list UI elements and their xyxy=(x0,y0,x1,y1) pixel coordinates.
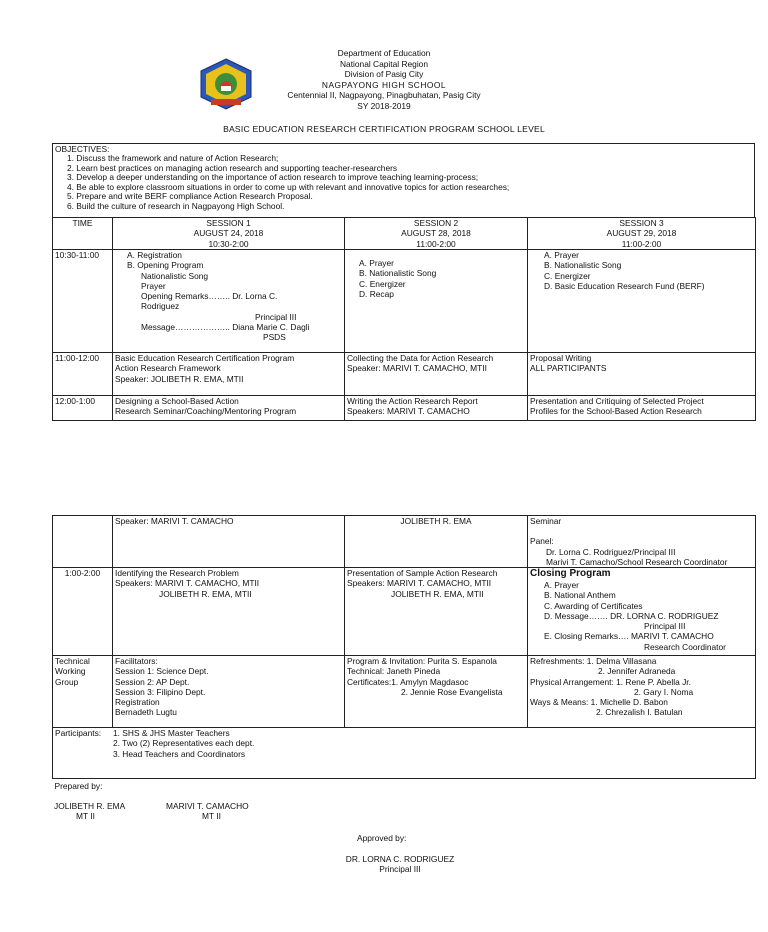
list-item: C. Energizer xyxy=(359,278,406,289)
list-item: 3. Develop a deeper understanding on the importance of action research to improve teaching learning-process; xyxy=(67,172,479,183)
session-name: SESSION 3 xyxy=(619,218,664,228)
table-row xyxy=(53,568,756,656)
schedule-table-1 xyxy=(52,217,756,421)
document-title: BASIC EDUCATION RESEARCH CERTIFICATION PROGRAM SCHOOL LEVEL xyxy=(223,124,545,134)
list-item: 1. SHS & JHS Master Teachers xyxy=(113,728,230,738)
header-line: National Capital Region xyxy=(340,58,428,69)
list-item: C. Awarding of Certificates xyxy=(544,600,643,611)
time-header: TIME xyxy=(53,218,113,250)
session-time: 11:00-2:00 xyxy=(621,238,662,249)
table-row xyxy=(53,728,756,779)
preparer-2 xyxy=(166,801,286,822)
cell-line: Speaker: JOLIBETH R. EMA, MTII xyxy=(115,373,244,384)
list-item: A. Registration xyxy=(127,250,182,260)
list-item: 2. Two (2) Representatives each dept. xyxy=(113,738,255,749)
session-cell xyxy=(345,656,528,728)
session-date: AUGUST 24, 2018 xyxy=(193,228,264,239)
list-item: B. Nationalistic Song xyxy=(544,260,622,271)
cell-line: JOLIBETH R. EMA, MTII xyxy=(391,588,484,599)
list-item: 6. Build the culture of research in Nagpayong High School. xyxy=(67,200,285,211)
list-item: 3. Head Teachers and Coordinators xyxy=(113,748,246,759)
session-cell xyxy=(113,396,345,421)
preparer-name: MARIVI T. CAMACHO xyxy=(166,801,249,811)
cell-line: Session 3: Filipino Dept. xyxy=(115,686,206,697)
list-item: D. Recap xyxy=(359,288,394,299)
header-line: Division of Pasig City xyxy=(344,69,424,79)
cell-line: Facilitators: xyxy=(115,656,158,666)
cell-line: 2. Gary I. Noma xyxy=(634,686,694,697)
cell-line: JOLIBETH R. EMA, MTII xyxy=(159,588,252,599)
cell-line: Session 1: Science Dept. xyxy=(115,666,209,677)
list-item: B. National Anthem xyxy=(544,590,616,601)
objectives-list xyxy=(53,154,754,211)
list-item: 5. Prepare and write BERF compliance Action Research Proposal. xyxy=(67,191,313,202)
cell-line: Technical xyxy=(55,656,90,666)
list-item: A. Prayer xyxy=(359,258,394,268)
cell-line: Speakers: MARIVI T. CAMACHO xyxy=(347,406,470,417)
cell-line: Registration xyxy=(115,697,160,707)
cell-line: 2. Chrezalish I. Batulan xyxy=(596,707,683,718)
cell-line: Seminar xyxy=(530,516,562,526)
cell-line: Ways & Means: 1. Michelle D. Babon xyxy=(530,697,668,707)
session-header xyxy=(113,218,345,250)
cell-line: Profiles for the School-Based Action Research xyxy=(530,406,702,417)
session-cell: JOLIBETH R. EMA xyxy=(345,516,528,568)
group-label-cell xyxy=(53,656,113,728)
preparer-title: MT II xyxy=(76,811,95,822)
list-item: PSDS xyxy=(263,332,286,342)
cell-line xyxy=(530,526,753,536)
preparer-title: MT II xyxy=(202,811,221,822)
cell-line: Marivi T. Camacho/School Research Coordinator xyxy=(546,556,728,567)
cell-line: 2. Jennifer Adraneda xyxy=(598,666,676,677)
list-item: D. Basic Education Research Fund (BERF) xyxy=(544,280,705,291)
table-row xyxy=(53,779,756,793)
participants-list xyxy=(113,728,254,759)
session-cell xyxy=(345,353,528,396)
cell-line: Presentation of Sample Action Research xyxy=(347,568,498,578)
table-row xyxy=(53,396,756,421)
list-item: 2. Learn best practices on managing action research and supporting teacher-researchers xyxy=(67,162,398,173)
list-item: Rodriguez xyxy=(141,301,180,312)
session-cell xyxy=(528,656,756,728)
cell-line: Certificates:1. Amylyn Magdasoc xyxy=(347,676,469,687)
session-cell xyxy=(345,396,528,421)
objectives-box xyxy=(52,143,755,218)
session-cell xyxy=(345,250,528,353)
list-item: 1. Discuss the framework and nature of Action Research; xyxy=(67,153,279,164)
time-cell xyxy=(53,516,113,568)
school-name: NAGPAYONG HIGH SCHOOL xyxy=(321,79,447,90)
prepared-by-cell: Prepared by: xyxy=(54,781,103,791)
document-header xyxy=(0,48,768,111)
cell-line: Action Research Framework xyxy=(115,363,221,374)
session-cell xyxy=(113,568,345,656)
cell-line: Collecting the Data for Action Research xyxy=(347,353,494,363)
closing-program-heading: Closing Program xyxy=(530,568,611,579)
cell-line: Research Seminar/Coaching/Mentoring Program xyxy=(115,406,297,417)
schedule-table-2 xyxy=(52,515,756,793)
list-item: Principal III xyxy=(644,621,686,632)
session-cell xyxy=(528,250,756,353)
cell-line: Writing the Action Research Report xyxy=(347,396,478,406)
session-cell xyxy=(113,656,345,728)
time-cell: 12:00-1:00 xyxy=(53,396,113,421)
school-year: SY 2018-2019 xyxy=(357,100,411,111)
approver-name: DR. LORNA C. RODRIGUEZ xyxy=(345,854,455,864)
session-name: SESSION 2 xyxy=(413,218,459,228)
cell-line: Panel: xyxy=(530,536,554,547)
cell-line: Speakers: MARIVI T. CAMACHO, MTII xyxy=(347,578,492,589)
time-cell: 11:00-12:00 xyxy=(53,353,113,396)
session-cell xyxy=(345,568,528,656)
cell-line: Designing a School-Based Action xyxy=(115,396,239,406)
cell-line: Speakers: MARIVI T. CAMACHO, MTII xyxy=(115,578,260,589)
participants-cell xyxy=(53,728,756,779)
session-name: SESSION 1 xyxy=(206,218,251,228)
header-line: Centennial II, Nagpayong, Pinagbuhatan, Pasig City xyxy=(287,90,481,100)
list-item: Opening Remarks…….. Dr. Lorna C. xyxy=(141,291,278,301)
cell-line: Group xyxy=(55,676,79,687)
session-date: AUGUST 29, 2018 xyxy=(606,228,677,239)
table-row xyxy=(53,353,756,396)
approver-title: Principal III xyxy=(379,864,421,875)
cell-line: Proposal Writing xyxy=(530,353,592,363)
cell-line: 2. Jennie Rose Evangelista xyxy=(401,686,503,697)
cell-line: Speaker: MARIVI T. CAMACHO, MTII xyxy=(347,363,487,374)
time-cell: 10:30-11:00 xyxy=(53,250,113,353)
list-item: Prayer xyxy=(141,280,166,291)
cell-line: Program & Invitation: Purita S. Espanola xyxy=(347,656,497,666)
session-cell xyxy=(528,353,756,396)
cell-line: ALL PARTICIPANTS xyxy=(530,363,607,374)
cell-line: Technical: Janeth Pineda xyxy=(347,666,441,677)
list-item: A. Prayer xyxy=(544,250,579,260)
list-item: C. Energizer xyxy=(544,270,591,281)
objectives-heading: OBJECTIVES: xyxy=(55,144,110,154)
table-row xyxy=(53,218,756,250)
list-item: B. Opening Program xyxy=(127,260,204,271)
cell-line: Refreshments: 1. Delma Villasana xyxy=(530,656,657,666)
session-date: AUGUST 28, 2018 xyxy=(401,228,471,239)
session-cell: Speaker: MARIVI T. CAMACHO xyxy=(113,516,345,568)
cell-line: Presentation and Critiquing of Selected Project xyxy=(530,396,704,406)
table-row xyxy=(53,516,756,568)
time-cell: 1:00-2:00 xyxy=(53,568,113,656)
session-cell xyxy=(113,353,345,396)
cell-line: Basic Education Research Certification Program xyxy=(115,353,295,363)
preparer-1 xyxy=(54,801,154,822)
list-item: A. Prayer xyxy=(544,580,579,591)
cell-line: Dr. Lorna C. Rodriguez/Principal III xyxy=(546,546,676,557)
list-item: E. Closing Remarks…. MARIVI T. CAMACHO xyxy=(544,631,714,642)
session-cell xyxy=(528,568,756,656)
session-cell xyxy=(528,396,756,421)
list-item: Research Coordinator xyxy=(644,641,726,652)
session-header xyxy=(528,218,756,250)
table-row xyxy=(53,656,756,728)
participants-block xyxy=(55,728,753,759)
session-cell xyxy=(528,516,756,568)
cell-line: Bernadeth Lugtu xyxy=(115,707,177,718)
header-line: Department of Education xyxy=(337,48,431,58)
session-time: 10:30-2:00 xyxy=(208,238,249,249)
cell-line: Identifying the Research Problem xyxy=(115,568,239,578)
cell-line: Physical Arrangement: 1. Rene P. Abella Jr. xyxy=(530,676,691,687)
cell-line: Working xyxy=(55,666,86,677)
list-item: Message……………….. Diana Marie C. Dagli xyxy=(141,321,310,332)
preparer-name: JOLIBETH R. EMA xyxy=(54,801,126,811)
table-row xyxy=(53,250,756,353)
list-item: B. Nationalistic Song xyxy=(359,268,437,279)
list-item: D. Message……. DR. LORNA C. RODRIGUEZ xyxy=(544,610,719,621)
list-item: Principal III xyxy=(255,311,297,322)
approver xyxy=(300,854,500,875)
list-item: Nationalistic Song xyxy=(141,270,209,281)
cell-line: Session 2: AP Dept. xyxy=(115,676,190,687)
session-cell xyxy=(113,250,345,353)
session-header xyxy=(345,218,528,250)
approved-by-label: Approved by: xyxy=(357,833,407,843)
list-item: 4. Be able to explore classroom situations in order to come up with relevant and innovative topics for action researches; xyxy=(67,181,510,192)
participants-label: Participants: xyxy=(55,728,102,738)
session-time: 11:00-2:00 xyxy=(416,238,456,249)
